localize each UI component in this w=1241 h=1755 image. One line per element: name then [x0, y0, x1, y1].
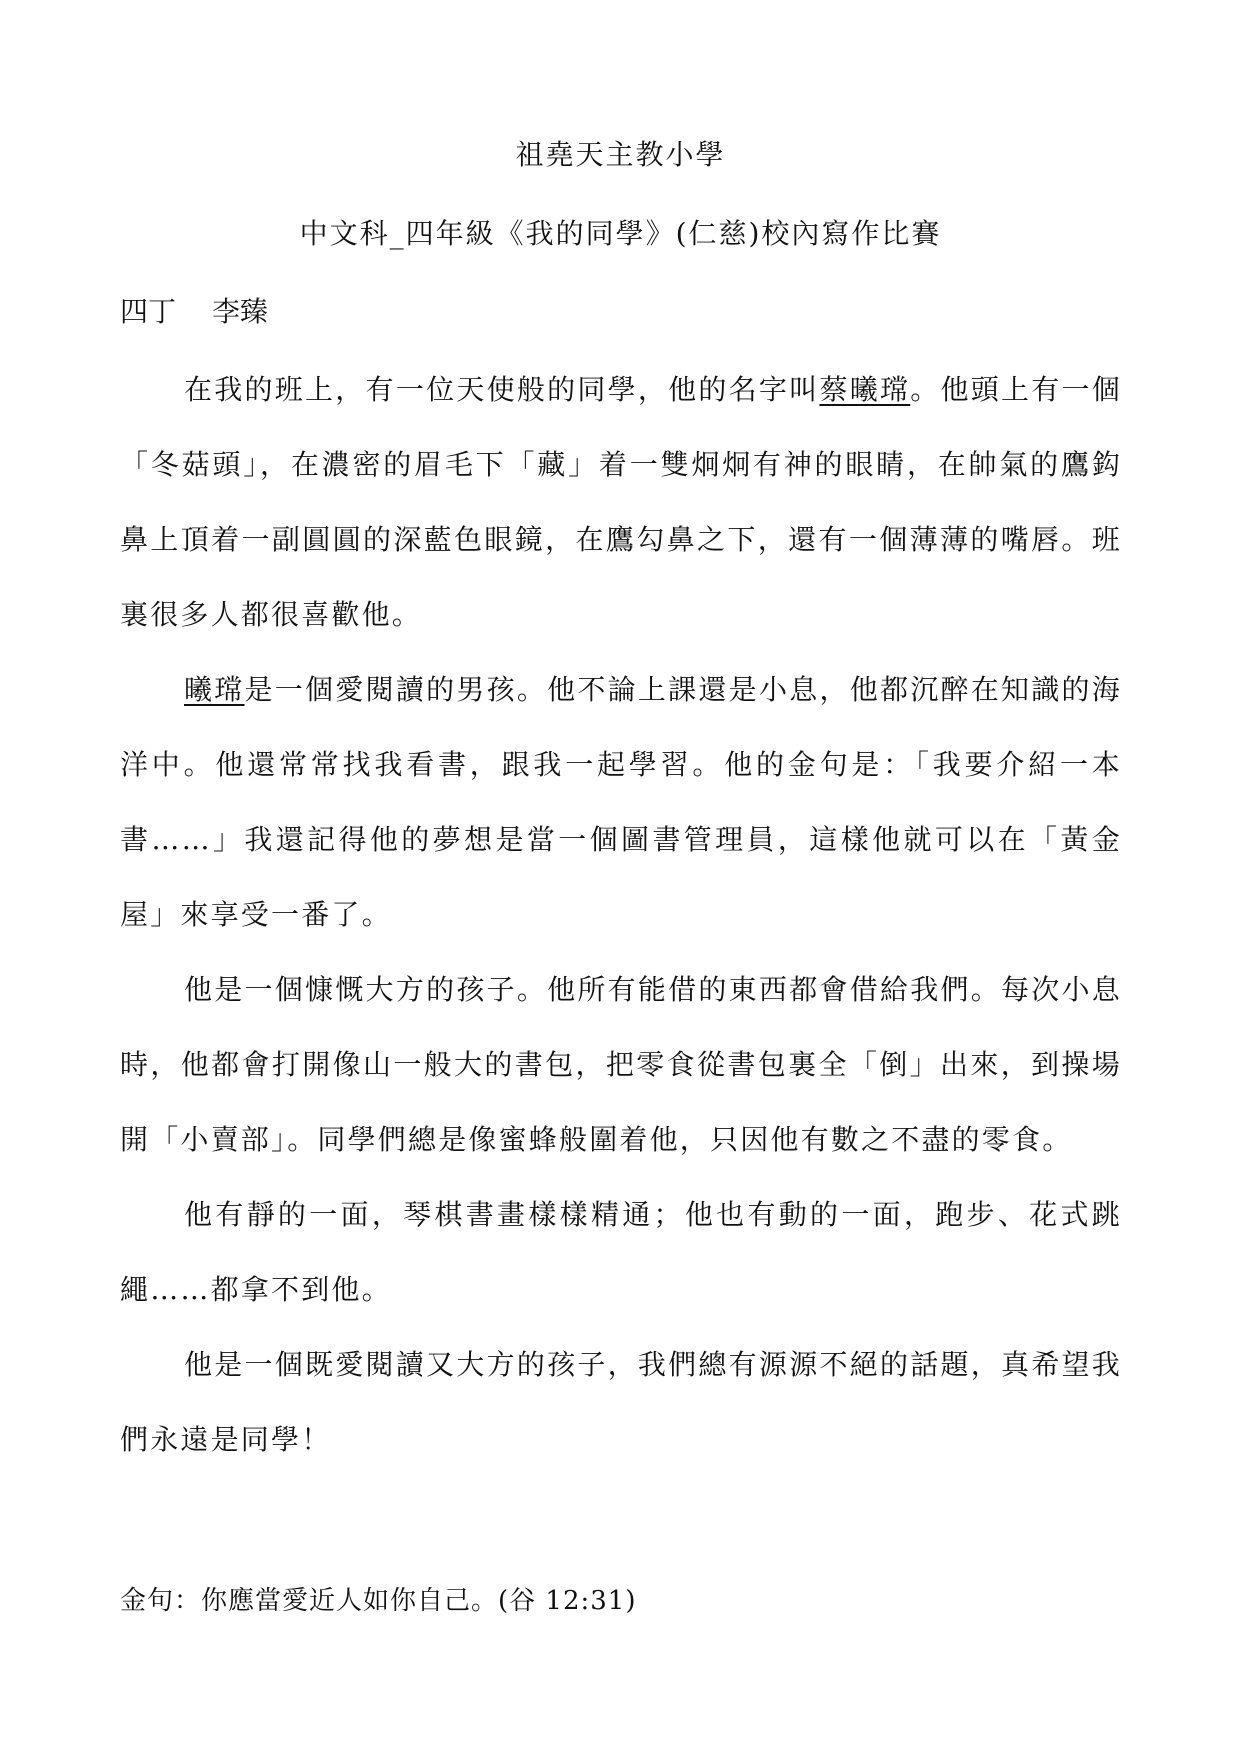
essay-paragraph-1 — [120, 352, 1122, 652]
author-class: 四丁 — [120, 295, 177, 328]
golden-quote: 金句：你應當愛近人如你自己。(谷 12:31) — [120, 1586, 637, 1616]
paragraph-text: 。他頭上有一個「冬菇頭」，在濃密的眉毛下「藏」着一雙炯炯有神的眼睛，在帥氣的鷹鈎鼻上頂着一副圓圓的深藍色眼鏡，在鷹勾鼻之下，還有一個薄薄的嘴唇。班裏很多人都很喜歡他。 — [120, 373, 1122, 631]
essay-paragraph-4: 他有靜的一面，琴棋書畫樣樣精通；他也有動的一面，跑步、花式跳繩……都拿不到他。 — [120, 1198, 1122, 1306]
author-line — [120, 290, 268, 330]
paragraph-text: 在我的班上，有一位天使般的同學，他的名字叫 — [184, 373, 820, 406]
contest-title: 中文科_四年級《我的同學》(仁慈)校內寫作比賽 — [299, 217, 942, 250]
school-name: 祖堯天主教小學 — [515, 138, 726, 171]
author-name: 李臻 — [212, 295, 269, 328]
essay-paragraph-3: 他是一個慷慨大方的孩子。他所有能借的東西都會借給我們。每次小息時，他都會打開像山一般大的書包，把零食從書包裏全「倒」出來，到操場開「小賣部」。同學們總是像蜜蜂般圍着他，只因他有數之不盡的零食。 — [120, 973, 1122, 1156]
underlined-name: 曦瑺 — [184, 673, 245, 706]
paragraph-text: 是一個愛閱讀的男孩。他不論上課還是小息，他都沉醉在知識的海洋中。他還常常找我看書，跟我一起學習。他的金句是：「我要介紹一本書……」我還記得他的夢想是當一個圖書管理員，這樣他就可以在「黃金屋」來享受一番了。 — [120, 673, 1122, 931]
underlined-name: 蔡曦瑺 — [819, 373, 911, 406]
essay-body — [120, 352, 1122, 1477]
essay-paragraph-5: 他是一個既愛閱讀又大方的孩子，我們總有源源不絕的話題，真希望我們永遠是同學！ — [120, 1348, 1122, 1456]
essay-paragraph-2 — [120, 652, 1122, 952]
